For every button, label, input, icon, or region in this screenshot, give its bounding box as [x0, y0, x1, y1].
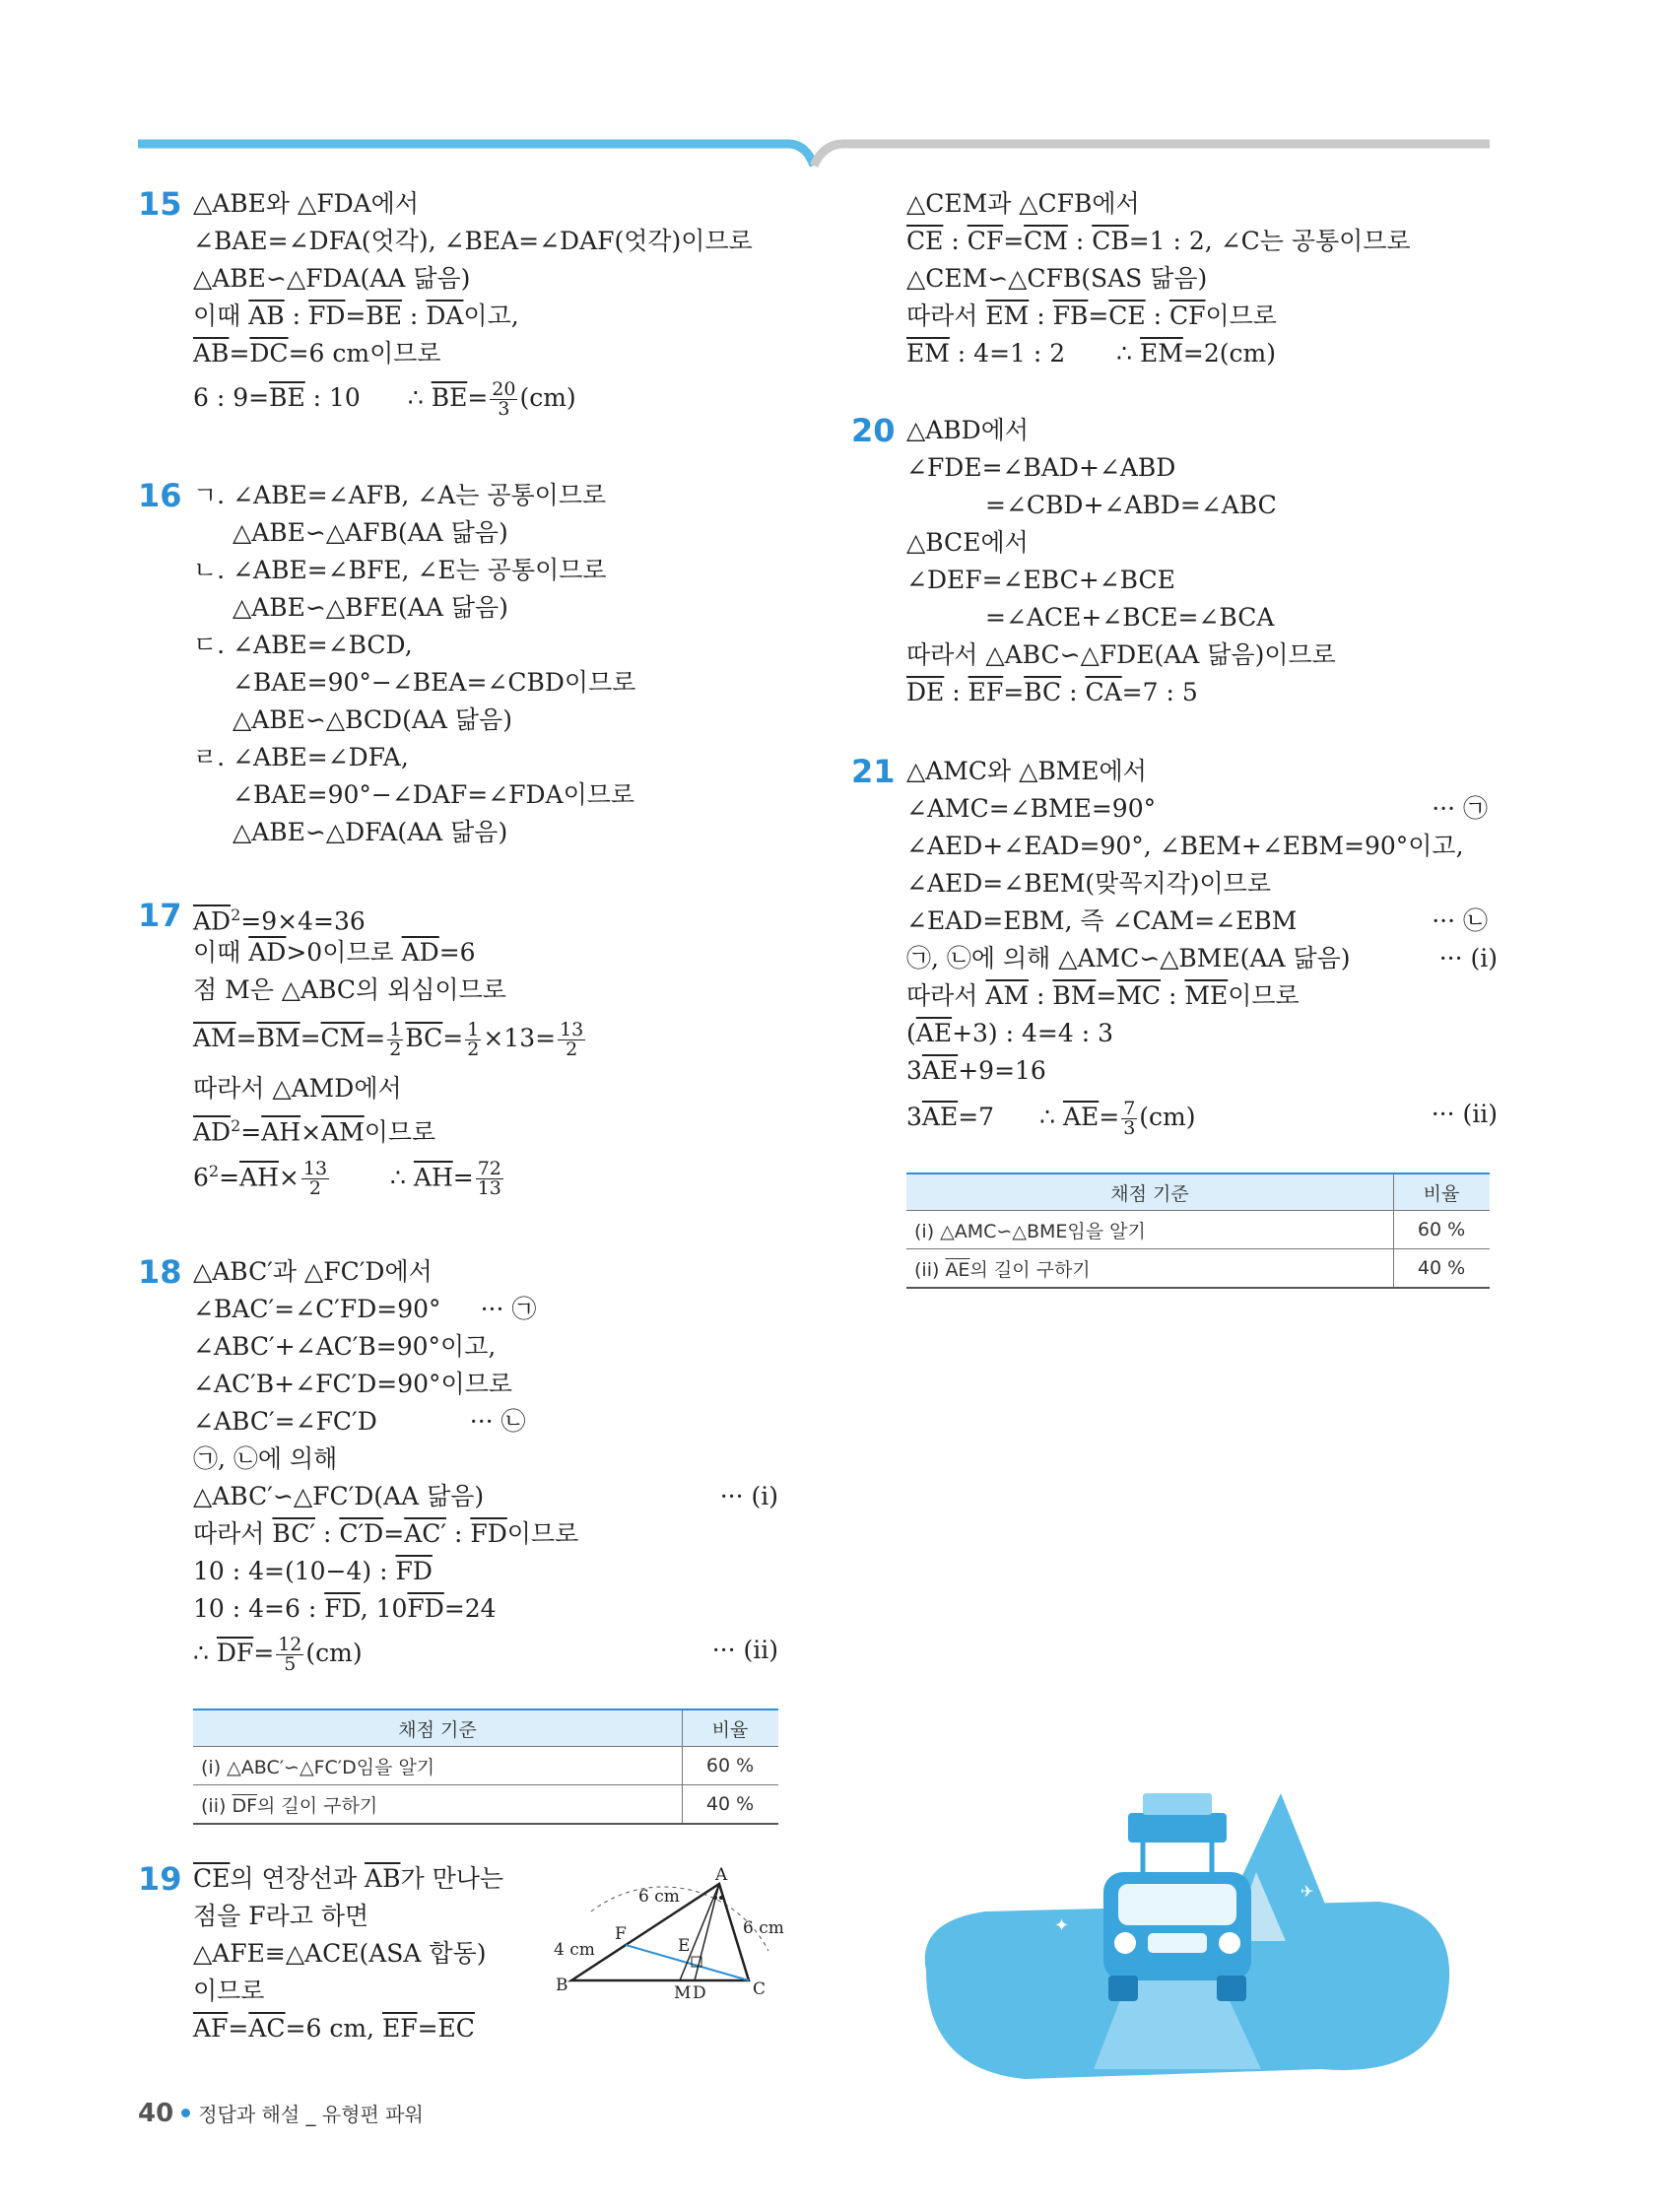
car-window [1118, 1884, 1236, 1925]
triangle-figure [552, 1862, 788, 2000]
p21-line-8: $(\overline{AE}+3)$ : 4=4 : 3 [906, 1019, 1113, 1047]
p17-line-4: $\overline{AM}=\overline{BM}=\overline{CM}=$ $\frac{1}{2}$ $\overline{BC}=$ $\frac{1}{2}$ ×13= $\frac{13}{2}$ [193, 1019, 584, 1060]
problem-number-18: 18 [138, 1253, 182, 1291]
label-side-ac: 6 cm [743, 1918, 784, 1938]
p20-line-1: △ABD에서 [906, 416, 1029, 444]
p21-line-9: $3\overline{AE}+9=16$ [906, 1056, 1046, 1085]
footer-dot-icon [181, 2109, 190, 2117]
table-row: (ii) $\overline{AE}$의 길이 구하기 40 % [906, 1249, 1490, 1289]
p18-line-10: 10 : 4=6 : $\overline{FD}$, $10\overline{FD}=24$ [193, 1594, 497, 1623]
p20-line-8: $\overline{DE}$ : $\overline{EF}=\overline{BC}$ : $\overline{CA}=7$ : 5 [906, 678, 1198, 706]
p20-line-5: ∠ DEF= ∠ EBC+ ∠ BCE [906, 566, 1175, 595]
p18-line-9: 10 : 4=(10−4) : $\overline{FD}$ [193, 1557, 433, 1585]
p20-line-6: = ∠ ACE+ ∠ BCE= ∠ BCA [985, 603, 1274, 633]
p21-table-header-ratio: 비율 [1394, 1173, 1491, 1211]
header-secondary-line [814, 144, 1490, 166]
p20-line-4: △BCE에서 [906, 528, 1029, 557]
angle-dot [719, 1896, 723, 1900]
p18-line-11: ∴ $\overline{DF}=$ $\frac{12}{5}$ (cm) ··· (ii) [193, 1634, 778, 1675]
car-grille [1148, 1933, 1207, 1953]
page-footer [138, 2099, 424, 2128]
p16-line-a2: △ABE∽△AFB(AA 닮음) [233, 518, 508, 547]
p18-scoring-table [193, 1709, 778, 1825]
p19-line-2: 점을 F라고 하면 [193, 1902, 369, 1930]
p15-line-1: △ABE와 △FDA에서 [193, 189, 419, 218]
p17-line-6: $\overline{AD}^2=\overline{AH}\times\overline{AM}$이므로 [193, 1116, 436, 1147]
p17-line-7: $6^2=\overline{AH}\times$ $\frac{13}{2}$ ∴ $\overline{AH}=$ $\frac{72}{13}$ [193, 1158, 501, 1200]
p19-line-3: △AFE≡△ACE(ASA 합동) [193, 1939, 487, 1968]
p17-line-5: 따라서 △AMD에서 [193, 1074, 402, 1103]
p19-line-4: 이므로 [193, 1977, 265, 2005]
label-e: E [678, 1936, 691, 1956]
footer-title: 정답과 해설 _ 유형편 파워 [198, 2103, 424, 2126]
table-row: (i) △ABC′∽△FC′D임을 알기 60 % [193, 1747, 778, 1785]
p21-line-10: $3\overline{AE}=7$ ∴ $\overline{AE}=$ $\frac{7}{3}$ (cm) ··· (ii) [906, 1098, 1498, 1139]
car-headlight [1219, 1932, 1240, 1954]
p15-line-3: △ABE∽△FDA(AA 닮음) [193, 264, 471, 293]
p19-cont-line-5: $\overline{EM}$ : 4=1 : 2 ∴ $\overline{EM}=2(cm)$ [906, 339, 1276, 368]
label-c: C [753, 1979, 767, 1999]
p17-line-3: 점 M은 △ABC의 외심이므로 [193, 975, 506, 1004]
p16-line-c1: ㄷ. ∠ ABE= ∠ BCD, [193, 631, 413, 660]
p21-line-3: ∠ AED+ ∠ EAD=90°, ∠ BEM+ ∠ EBM=90°이고, [906, 832, 1464, 861]
p20-line-3: = ∠ CBD+ ∠ ABD= ∠ ABC [985, 491, 1277, 520]
p21-line-7: 따라서 $\overline{AM}$ : $\overline{BM}=\overline{MC}$ : $\overline{ME}$이므로 [906, 981, 1300, 1010]
table-row: (i) △AMC∽△BME임을 알기 60 % [906, 1211, 1490, 1249]
p16-line-a1: ㄱ. ∠ ABE= ∠ AFB, ∠ A는 공통이므로 [193, 481, 606, 510]
p16-line-d3: △ABE∽△DFA(AA 닮음) [233, 818, 508, 846]
car-roof-rack [1128, 1813, 1227, 1843]
p15-line-4: 이때 $\overline{AB}$ : $\overline{FD}=\overline{BE}$ : $\overline{DA}$이고, [193, 302, 519, 330]
p16-line-d1: ㄹ. ∠ ABE= ∠ DFA, [193, 743, 409, 772]
p19-cont-line-1: △CEM과 △CFB에서 [906, 189, 1140, 218]
problem-number-17: 17 [138, 897, 182, 934]
label-side-bf: 4 cm [554, 1940, 595, 1960]
p18-line-1: △ABC′과 △FC′D에서 [193, 1257, 433, 1286]
p18-line-4: ∠ AC′B+ ∠ FC′D=90°이므로 [193, 1370, 512, 1399]
p18-line-8: 따라서 BC′ : C′D=AC′ : $\overline{FD}$이므로 [193, 1519, 579, 1548]
p16-line-b1: ㄴ. ∠ ABE= ∠ BFE, ∠ E는 공통이므로 [193, 556, 607, 585]
p15-line-2: ∠ BAE= ∠ DFA(엇각), ∠ BEA= ∠ DAF(엇각)이므로 [193, 227, 753, 256]
p21-line-6: ㉠, ㉡에 의해 △AMC∽△BME(AA 닮음) ··· (i) [906, 944, 1498, 972]
car-luggage [1143, 1793, 1212, 1815]
bird-icon: ✈ [1301, 1882, 1314, 1901]
page-number: 40 [138, 2099, 174, 2128]
car-headlight [1114, 1932, 1136, 1954]
header-bar [0, 0, 1668, 177]
p19-line-5: $\overline{AF}=\overline{AC}=6$ cm, $\overline{EF}=\overline{EC}$ [193, 2014, 475, 2043]
problem-number-20: 20 [851, 412, 896, 449]
problem-number-21: 21 [851, 753, 896, 790]
p21-line-5: ∠ EAD=EBM, 즉 ∠ CAM= ∠ EBM ··· ㉡ [906, 906, 1488, 936]
problem-number-15: 15 [138, 185, 182, 223]
label-side-af: 6 cm [638, 1887, 680, 1907]
p18-line-7: △ABC′∽△FC′D(AA 닮음) ··· (i) [193, 1482, 778, 1510]
table-row: (ii) $\overline{DF}$의 길이 구하기 40 % [193, 1785, 778, 1825]
p16-line-c3: △ABE∽△BCD(AA 닮음) [233, 705, 512, 734]
p18-line-3: ∠ ABC′+ ∠ AC′B=90°이고, [193, 1332, 496, 1362]
car-wheel [1108, 1976, 1138, 2001]
p21-scoring-table [906, 1173, 1490, 1289]
p17-line-2: 이때 $\overline{AD}>0$이므로 $\overline{AD}=6$ [193, 938, 476, 967]
p16-line-b2: △ABE∽△BFE(AA 닮음) [233, 593, 508, 622]
p18-table-header-ratio: 비율 [683, 1709, 779, 1747]
p19-cont-line-3: △CEM∽△CFB(SAS 닮음) [906, 264, 1208, 293]
problem-number-16: 16 [138, 477, 182, 514]
p20-line-2: ∠ FDE= ∠ BAD+ ∠ ABD [906, 453, 1175, 483]
label-b: B [556, 1976, 568, 1995]
p18-line-6: ㉠, ㉡에 의해 [193, 1444, 338, 1473]
angle-dot [713, 1896, 717, 1900]
p19-cont-line-4: 따라서 $\overline{EM}$ : $\overline{FB}=\overline{CE}$ : $\overline{CF}$이므로 [906, 302, 1277, 330]
p18-line-5: ∠ ABC′= ∠ FC′D ··· ㉡ [193, 1407, 526, 1437]
p15-line-6: 6 : $9=\overline{BE}$ : 10 ∴ $\overline{BE}=$ $\frac{20}{3}$ (cm) [193, 378, 576, 420]
p21-table-header-criteria: 채점 기준 [906, 1173, 1394, 1211]
sparkle-icon: ✦ [1054, 1915, 1070, 1936]
p16-line-d2: ∠ BAE=90°− ∠ DAF= ∠ FDA이므로 [233, 780, 634, 810]
p21-line-1: △AMC와 △BME에서 [906, 757, 1147, 785]
car-illustration [906, 1774, 1458, 2099]
p16-line-c2: ∠ BAE=90°− ∠ BEA= ∠ CBD이므로 [233, 668, 635, 698]
p21-line-4: ∠ AED= ∠ BEM(맞꼭지각)이므로 [906, 869, 1271, 899]
label-d: D [693, 1983, 706, 2000]
label-f: F [615, 1924, 627, 1944]
p19-cont-line-2: $\overline{CE}$ : $\overline{CF}=\overline{CM}$ : $\overline{CB}=1$ : 2, ∠ C는 공통이므로 [906, 227, 1411, 256]
p21-line-2: ∠ AMC= ∠ BME=90° ··· ㉠ [906, 794, 1488, 824]
p18-table-header-criteria: 채점 기준 [193, 1709, 683, 1747]
p15-line-5: $\overline{AB}=\overline{DC}=6$ cm이므로 [193, 339, 441, 368]
p18-line-2: ∠ BAC′= ∠ C′FD=90° ··· ㉠ [193, 1295, 536, 1324]
label-a: A [715, 1865, 728, 1885]
p17-line-1: $\overline{AD}^2=9\times 4=36$ [193, 905, 366, 936]
problem-number-19: 19 [138, 1860, 182, 1898]
p19-line-1: $\overline{CE}$의 연장선과 $\overline{AB}$가 만나는 [193, 1864, 504, 1893]
header-accent-line [138, 144, 814, 166]
p20-line-7: 따라서 △ABC∽△FDE(AA 닮음)이므로 [906, 640, 1336, 669]
car-wheel [1217, 1976, 1246, 2001]
label-m: M [674, 1983, 692, 2000]
